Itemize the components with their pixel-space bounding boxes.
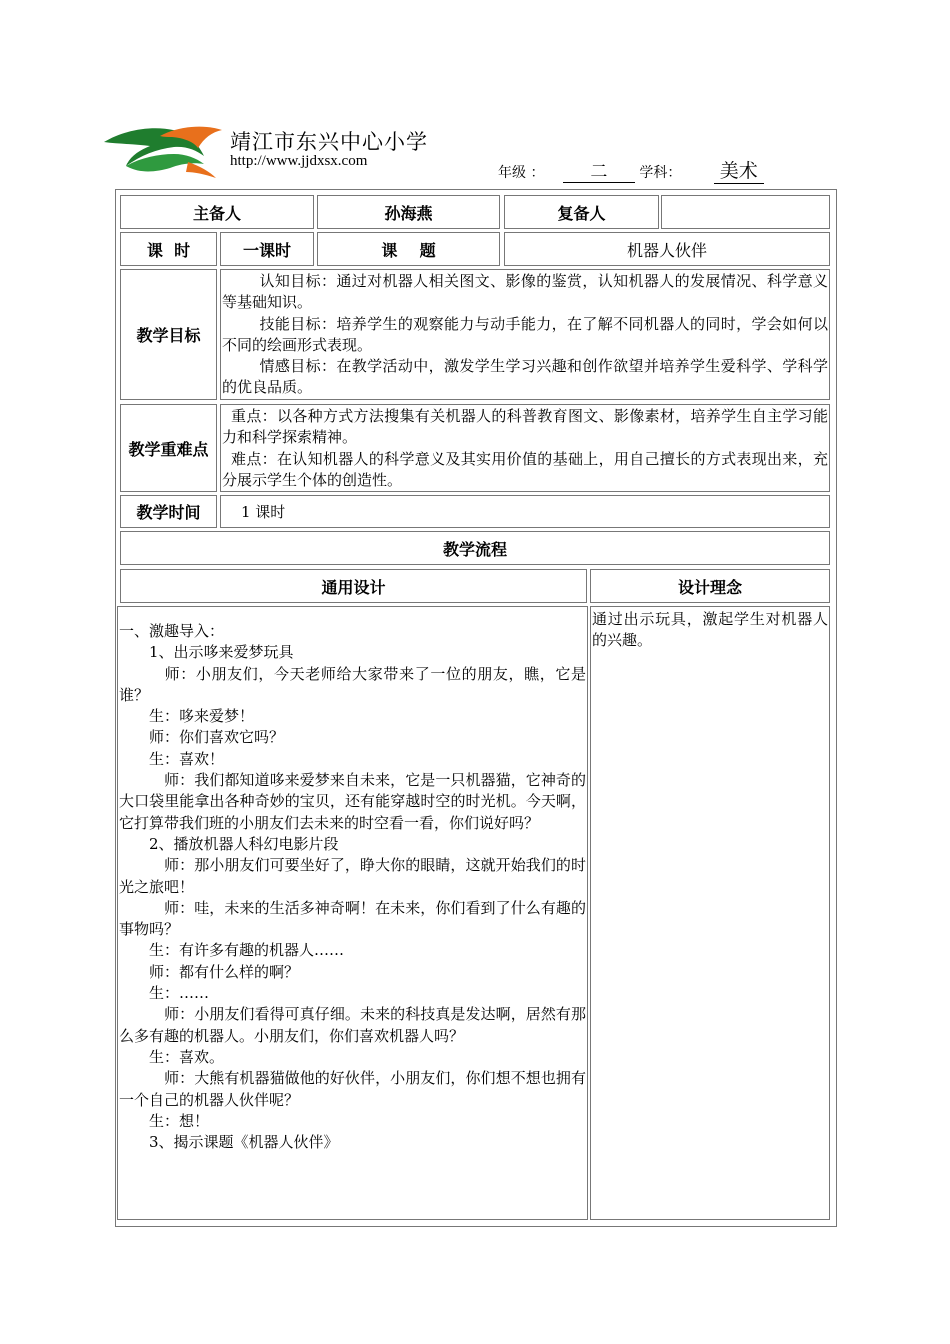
process-line: 3、揭示课题《机器人伙伴》 (149, 1133, 339, 1152)
process-line: 师：小朋友们看得可真仔细。未来的科技真是发达啊，居然有那么多有趣的机器人。小朋友们，你们喜欢机器人吗？ (119, 1005, 586, 1045)
school-name: 靖江市东兴中心小学 (230, 130, 428, 154)
goal-emotion: 情感目标：在教学活动中，激发学生学习兴趣和创作欲望并培养学生爱科学、学科学的优良品质。 (222, 357, 828, 397)
process-line: 师：大熊有机器猫做他的好伙伴，小朋友们，你们想不想也拥有一个自己的机器人伙伴呢？ (119, 1069, 586, 1109)
process-line: 师：都有什么样的啊？ (149, 962, 300, 981)
key-points-content (220, 404, 830, 492)
period-label: 课 时 (120, 232, 217, 266)
process-line: 师：哇，未来的生活多神奇啊！在未来，你们看到了什么有趣的事物吗？ (119, 898, 586, 939)
process-line: 生：哆来爱梦！ (149, 707, 255, 726)
process-line: 1、出示哆来爱梦玩具 (149, 643, 294, 662)
design-content (117, 606, 588, 1220)
process-line: 生：喜欢！ (149, 749, 225, 768)
time-label: 教学时间 (120, 495, 217, 528)
lead-label: 主备人 (120, 195, 314, 229)
co-value (661, 195, 830, 229)
process-title: 教学流程 (120, 531, 830, 565)
col-concept-header: 设计理念 (590, 569, 830, 603)
grade-value: 二 (563, 157, 635, 183)
topic-label: 课 题 (317, 232, 500, 266)
goals-label: 教学目标 (120, 269, 217, 400)
process-line: 2、播放机器人科幻电影片段 (149, 834, 339, 853)
grade-label: 年级 ： (498, 165, 545, 181)
time-value: 1 课时 (220, 495, 830, 528)
process-line: 师：你们喜欢它吗？ (149, 728, 285, 747)
process-line: 师：那小朋友们可要坐好了，睁大你的眼睛，这就开始我们的时光之旅吧！ (119, 856, 586, 896)
difficult-point: 难点：在认知机器人的科学意义及其实用价值的基础上，用自己擅长的方式表现出来，充分展示学生个体的创造性。 (222, 449, 828, 489)
process-line: 生：想！ (149, 1111, 210, 1130)
key-point: 重点：以各种方式方法搜集有关机器人的科普教育图文、影像素材，培养学生自主学习能力和科学探索精神。 (222, 407, 828, 447)
grade-subject-line (498, 156, 764, 184)
school-url[interactable]: http://www.jjdxsx.com (230, 153, 368, 169)
process-line: 一、激趣导入： (119, 622, 225, 640)
goal-skill: 技能目标：培养学生的观察能力与动手能力，在了解不同机器人的同时，学会如何以不同的绘画形式表现。 (222, 314, 828, 354)
subject-label: 学科： (639, 165, 682, 181)
goals-content (220, 269, 830, 400)
concept-content: 通过出示玩具，激起学生对机器人的兴趣。 (590, 606, 830, 1220)
process-line: 生：…… (149, 984, 210, 1003)
col-design-header: 通用设计 (120, 569, 587, 603)
topic-value: 机器人伙伴 (504, 232, 830, 266)
process-line: 师：我们都知道哆来爱梦来自未来，它是一只机器猫，它神奇的大口袋里能拿出各种奇妙的宝贝，还有能穿越时空的时光机。今天啊，它打算带我们班的小朋友们去未来的时空看一看，你们说好吗？ (119, 771, 586, 832)
period-value: 一课时 (220, 232, 314, 266)
school-logo-bird-icon (100, 122, 225, 180)
key-points-label: 教学重难点 (120, 404, 217, 492)
co-label: 复备人 (504, 195, 659, 229)
subject-value: 美术 (714, 156, 764, 184)
process-line: 生：有许多有趣的机器人…… (149, 941, 345, 960)
goal-cognitive: 认知目标：通过对机器人相关图文、影像的鉴赏，认知机器人的发展情况、科学意义等基础知识。 (222, 272, 828, 312)
process-line: 生：喜欢。 (149, 1047, 225, 1066)
process-line: 师：小朋友们，今天老师给大家带来了一位的朋友，瞧，它是谁？ (119, 664, 586, 704)
lead-value: 孙海燕 (317, 195, 500, 229)
